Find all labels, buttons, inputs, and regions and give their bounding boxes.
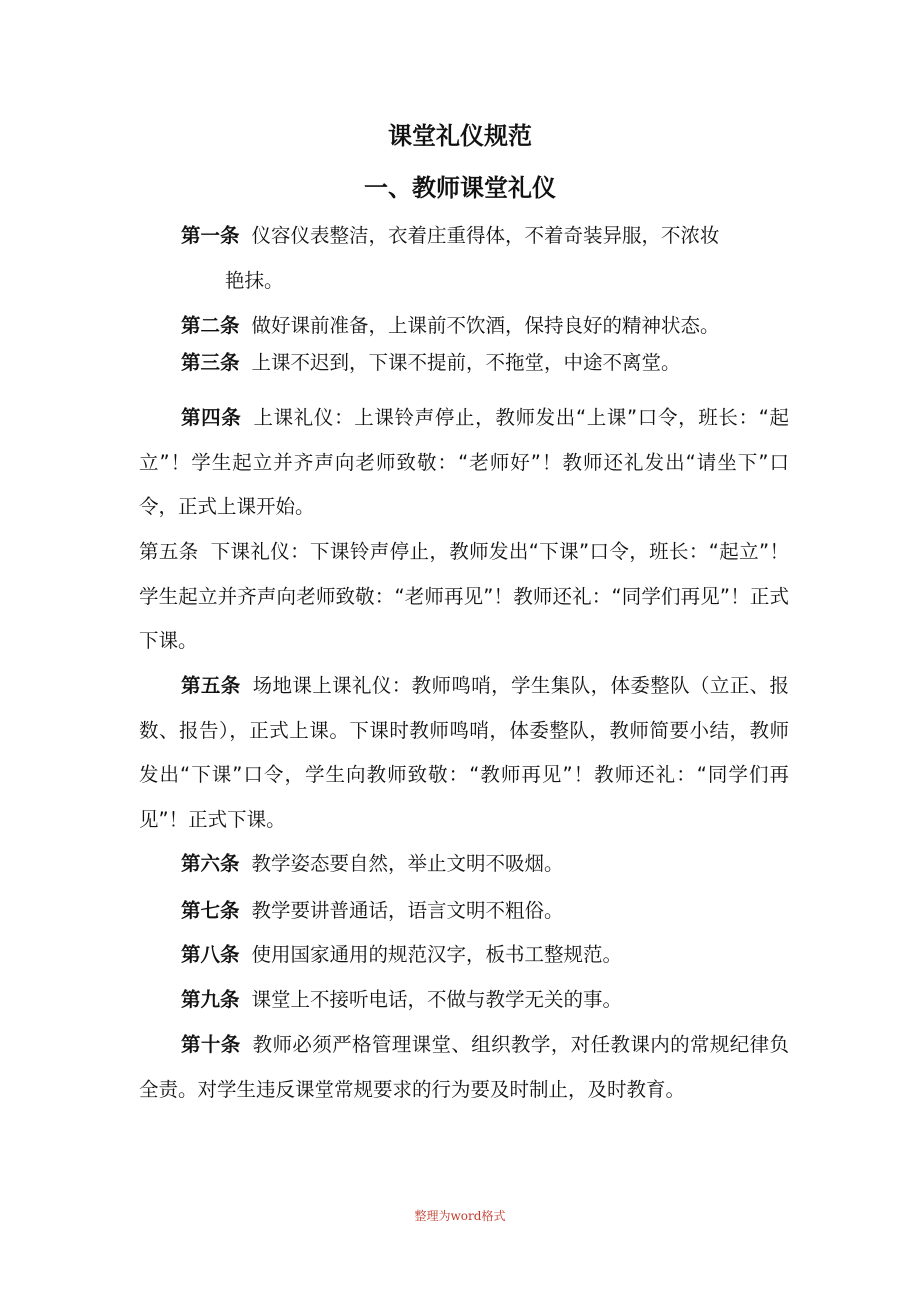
article-5a-text: 下课礼仪：下课铃声停止，教师发出“下课”口令，班长：“起立”！学生起立并齐声向老师致敬：“老师再见”！教师还礼：“同学们再见”！正式下课。 [139,540,789,652]
article-4-text: 上课礼仪：上课铃声停止，教师发出“上课”口令，班长：“起立”！学生起立并齐声向老师致敬：“老师好”！教师还礼发出“请坐下”口令，正式上课开始。 [139,406,789,518]
article-1-label: 第一条 [181,224,240,247]
article-7-label: 第七条 [181,899,240,922]
article-3-text: 上课不迟到，下课不提前，不拖堂，中途不离堂。 [251,351,681,374]
article-5b-label: 第五条 [181,674,241,697]
article-6-label: 第六条 [181,852,240,875]
article-7-text: 教学要讲普通话，语言文明不粗俗。 [251,899,564,922]
article-5b [139,664,789,842]
article-1-text-line2: 艳抹。 [225,268,284,292]
article-2-text: 做好课前准备，上课前不饮酒，保持良好的精神状态。 [251,314,720,337]
article-8 [139,933,789,978]
article-3 [139,341,789,386]
article-8-text: 使用国家通用的规范汉字，板书工整规范。 [251,943,623,966]
section-heading: 一、教师课堂礼仪 [364,174,556,202]
document-title: 课堂礼仪规范 [388,122,532,150]
article-6-text: 教学姿态要自然，举止文明不吸烟。 [251,852,564,875]
article-1 [139,214,789,303]
article-3-label: 第三条 [181,351,240,374]
article-5a-label: 第五条 [139,540,199,563]
article-10 [139,1023,789,1112]
article-8-label: 第八条 [181,943,240,966]
article-6 [139,842,789,887]
article-9-text: 课堂上不接听电话，不做与教学无关的事。 [251,988,623,1011]
article-5b-text: 场地课上课礼仪：教师鸣哨，学生集队，体委整队（立正、报数、报告），正式上课。下课时教师鸣哨，体委整队，教师简要小结，教师发出“下课”口令，学生向教师致敬：“教师再见”！教师还礼：“同学们再见”！正式下课。 [139,674,789,831]
article-9 [139,978,789,1023]
article-10-label: 第十条 [181,1033,241,1056]
article-5a [139,530,789,664]
article-9-label: 第九条 [181,988,240,1011]
article-2-label: 第二条 [181,314,240,337]
article-4 [139,396,789,530]
article-7 [139,889,789,934]
article-4-label: 第四条 [181,406,242,429]
footer-note: 整理为word格式 [414,1209,506,1223]
article-10-text: 教师必须严格管理课堂、组织教学，对任教课内的常规纪律负全责。对学生违反课堂常规要求的行为要及时制止，及时教育。 [139,1033,789,1101]
article-1-text-line1: 仪容仪表整洁，衣着庄重得体，不着奇装异服，不浓妆 [251,224,720,247]
